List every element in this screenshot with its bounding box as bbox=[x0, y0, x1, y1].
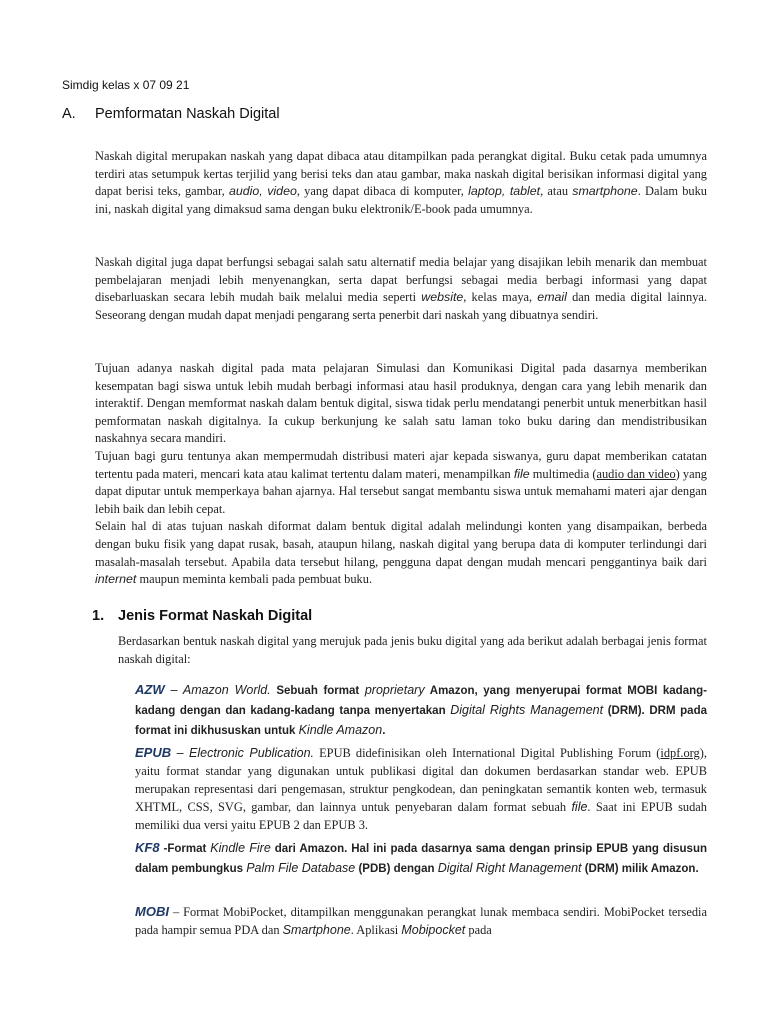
format-term-mobi: MOBI bbox=[135, 904, 169, 919]
format-entry-epub: EPUB – Electronic Publication. EPUB didefinisikan oleh International Digital Publishing Forum (idpf.org), yaitu format standar yang digunakan untuk publikasi digital dan dokumen berdasarkan standar web. EPUB merupakan representasi dari pengemasan, struktur pengkodean, dan peningkatan semantik konten web, termasuk XHTML, CSS, SVG, gambar, dan lainnya untuk penyebaran dalam format sebuah file. Saat ini EPUB sudah memiliki dua versi yaitu EPUB 2 dan EPUB 3. bbox=[135, 745, 708, 832]
audio-video-link[interactable]: audio dan video bbox=[596, 466, 676, 481]
section-1-intro: Berdasarkan bentuk naskah digital yang merujuk pada jenis buku digital yang ada berikut adalah berbagai jenis format naskah digital: bbox=[118, 634, 707, 666]
section-1-heading bbox=[92, 608, 312, 624]
format-term-azw: AZW bbox=[135, 682, 165, 697]
section-a-number: A. bbox=[62, 106, 76, 122]
format-term-epub: EPUB bbox=[135, 745, 172, 760]
section-1-number: 1. bbox=[92, 608, 105, 624]
format-entry-kf8: KF8 -Format Kindle Fire dari Amazon. Hal ini pada dasarnya sama dengan prinsip EPUB yang disusun dalam pembungkus Palm File Database (PDB) dengan Digital Right Management (DRM) milik Amazon. bbox=[135, 840, 707, 875]
paragraph-function: Naskah digital juga dapat berfungsi sebagai salah satu alternatif media belajar yang disajikan lebih menarik dan membuat pembelajaran menjadi lebih menyenangkan, serta dapat berfungsi sebagai media berbagi informasi yang dapat disebarluaskan secara lebih mudah baik melalui media seperti website, kelas maya, email dan media digital lainnya. Seseorang dengan mudah dapat menjadi pengarang serta penerbit dari naskah yang dibuatnya sendiri. bbox=[95, 255, 707, 322]
purpose-protection: Selain hal di atas tujuan naskah diformat dalam bentuk digital adalah melindungi konten yang disampaikan, berbeda dengan buku fisik yang dapat rusak, basah, ataupun hilang, naskah digital yang berupa data di komputer terlindungi dari masalah-masalah tersebut. Apabila data tersebut hilang, pengguna dapat dengan mudah mencari penggantinya baik dari internet maupun meminta kembali pada pembuat buku. bbox=[95, 519, 707, 587]
purpose-students: Tujuan adanya naskah digital pada mata pelajaran Simulasi dan Komunikasi Digital pada dasarnya memberikan kesempatan bagi siswa untuk lebih mudah berbagi informasi atau hasil produknya, dengan cara yang lebih menarik dan interaktif. Dengan memformat naskah dalam bentuk digital, siswa tidak perlu mendatangi penerbit untuk menerbitkan hasil pemformatan naskah digitalnya. Ia cukup berkunjung ke salah satu laman toko buku daring dan mendistribusikan naskahnya secara mandiri. bbox=[95, 361, 707, 446]
document-meta-header: Simdig kelas x 07 09 21 bbox=[62, 78, 190, 92]
format-term-kf8: KF8 bbox=[135, 840, 160, 855]
section-a-heading bbox=[62, 106, 280, 122]
format-entry-azw: AZW – Amazon World. Sebuah format proprietary Amazon, yang menyerupai format MOBI kadang-kadang dengan dan kadang-kadang tanpa menyertakan Digital Rights Management (DRM). DRM pada format ini dikhususkan untuk Kindle Amazon. bbox=[135, 682, 707, 737]
format-entry-mobi: MOBI – Format MobiPocket, ditampilkan menggunakan perangkat lunak membaca sendiri. MobiPocket tersedia pada hampir semua PDA dan Smartphone. Aplikasi Mobipocket pada bbox=[135, 904, 707, 937]
paragraph-definition: Naskah digital merupakan naskah yang dapat dibaca atau ditampilkan pada perangkat digital. Buku cetak pada umumnya terdiri atas setumpuk kertas terjilid yang berisi teks dan atau gambar, maka naskah digital berisikan informasi digital yang dapat berisi teks, gambar, audio, video, yang dapat dibaca di komputer, laptop, tablet, atau smartphone. Dalam buku ini, naskah digital yang dimaksud sama dengan buku elektronik/E-book pada umumnya. bbox=[95, 149, 707, 216]
paragraph-purpose bbox=[95, 360, 707, 589]
idpf-link[interactable]: idpf.org bbox=[660, 746, 700, 760]
purpose-teachers: Tujuan bagi guru tentunya akan mempermudah distribusi materi ajar kepada siswanya, guru dapat memberikan catatan tertentu pada materi, mencari kata atau kalimat tertentu dalam materi, menampilkan file multimedia (audio dan video) yang dapat diputar untuk memperkaya bahan ajarnya. Hal tersebut sangat membantu siswa untuk memahami materi ajar dengan lebih baik dan lebih cepat. bbox=[95, 448, 707, 516]
section-1-title: Jenis Format Naskah Digital bbox=[118, 608, 313, 624]
section-a-title: Pemformatan Naskah Digital bbox=[95, 106, 280, 122]
